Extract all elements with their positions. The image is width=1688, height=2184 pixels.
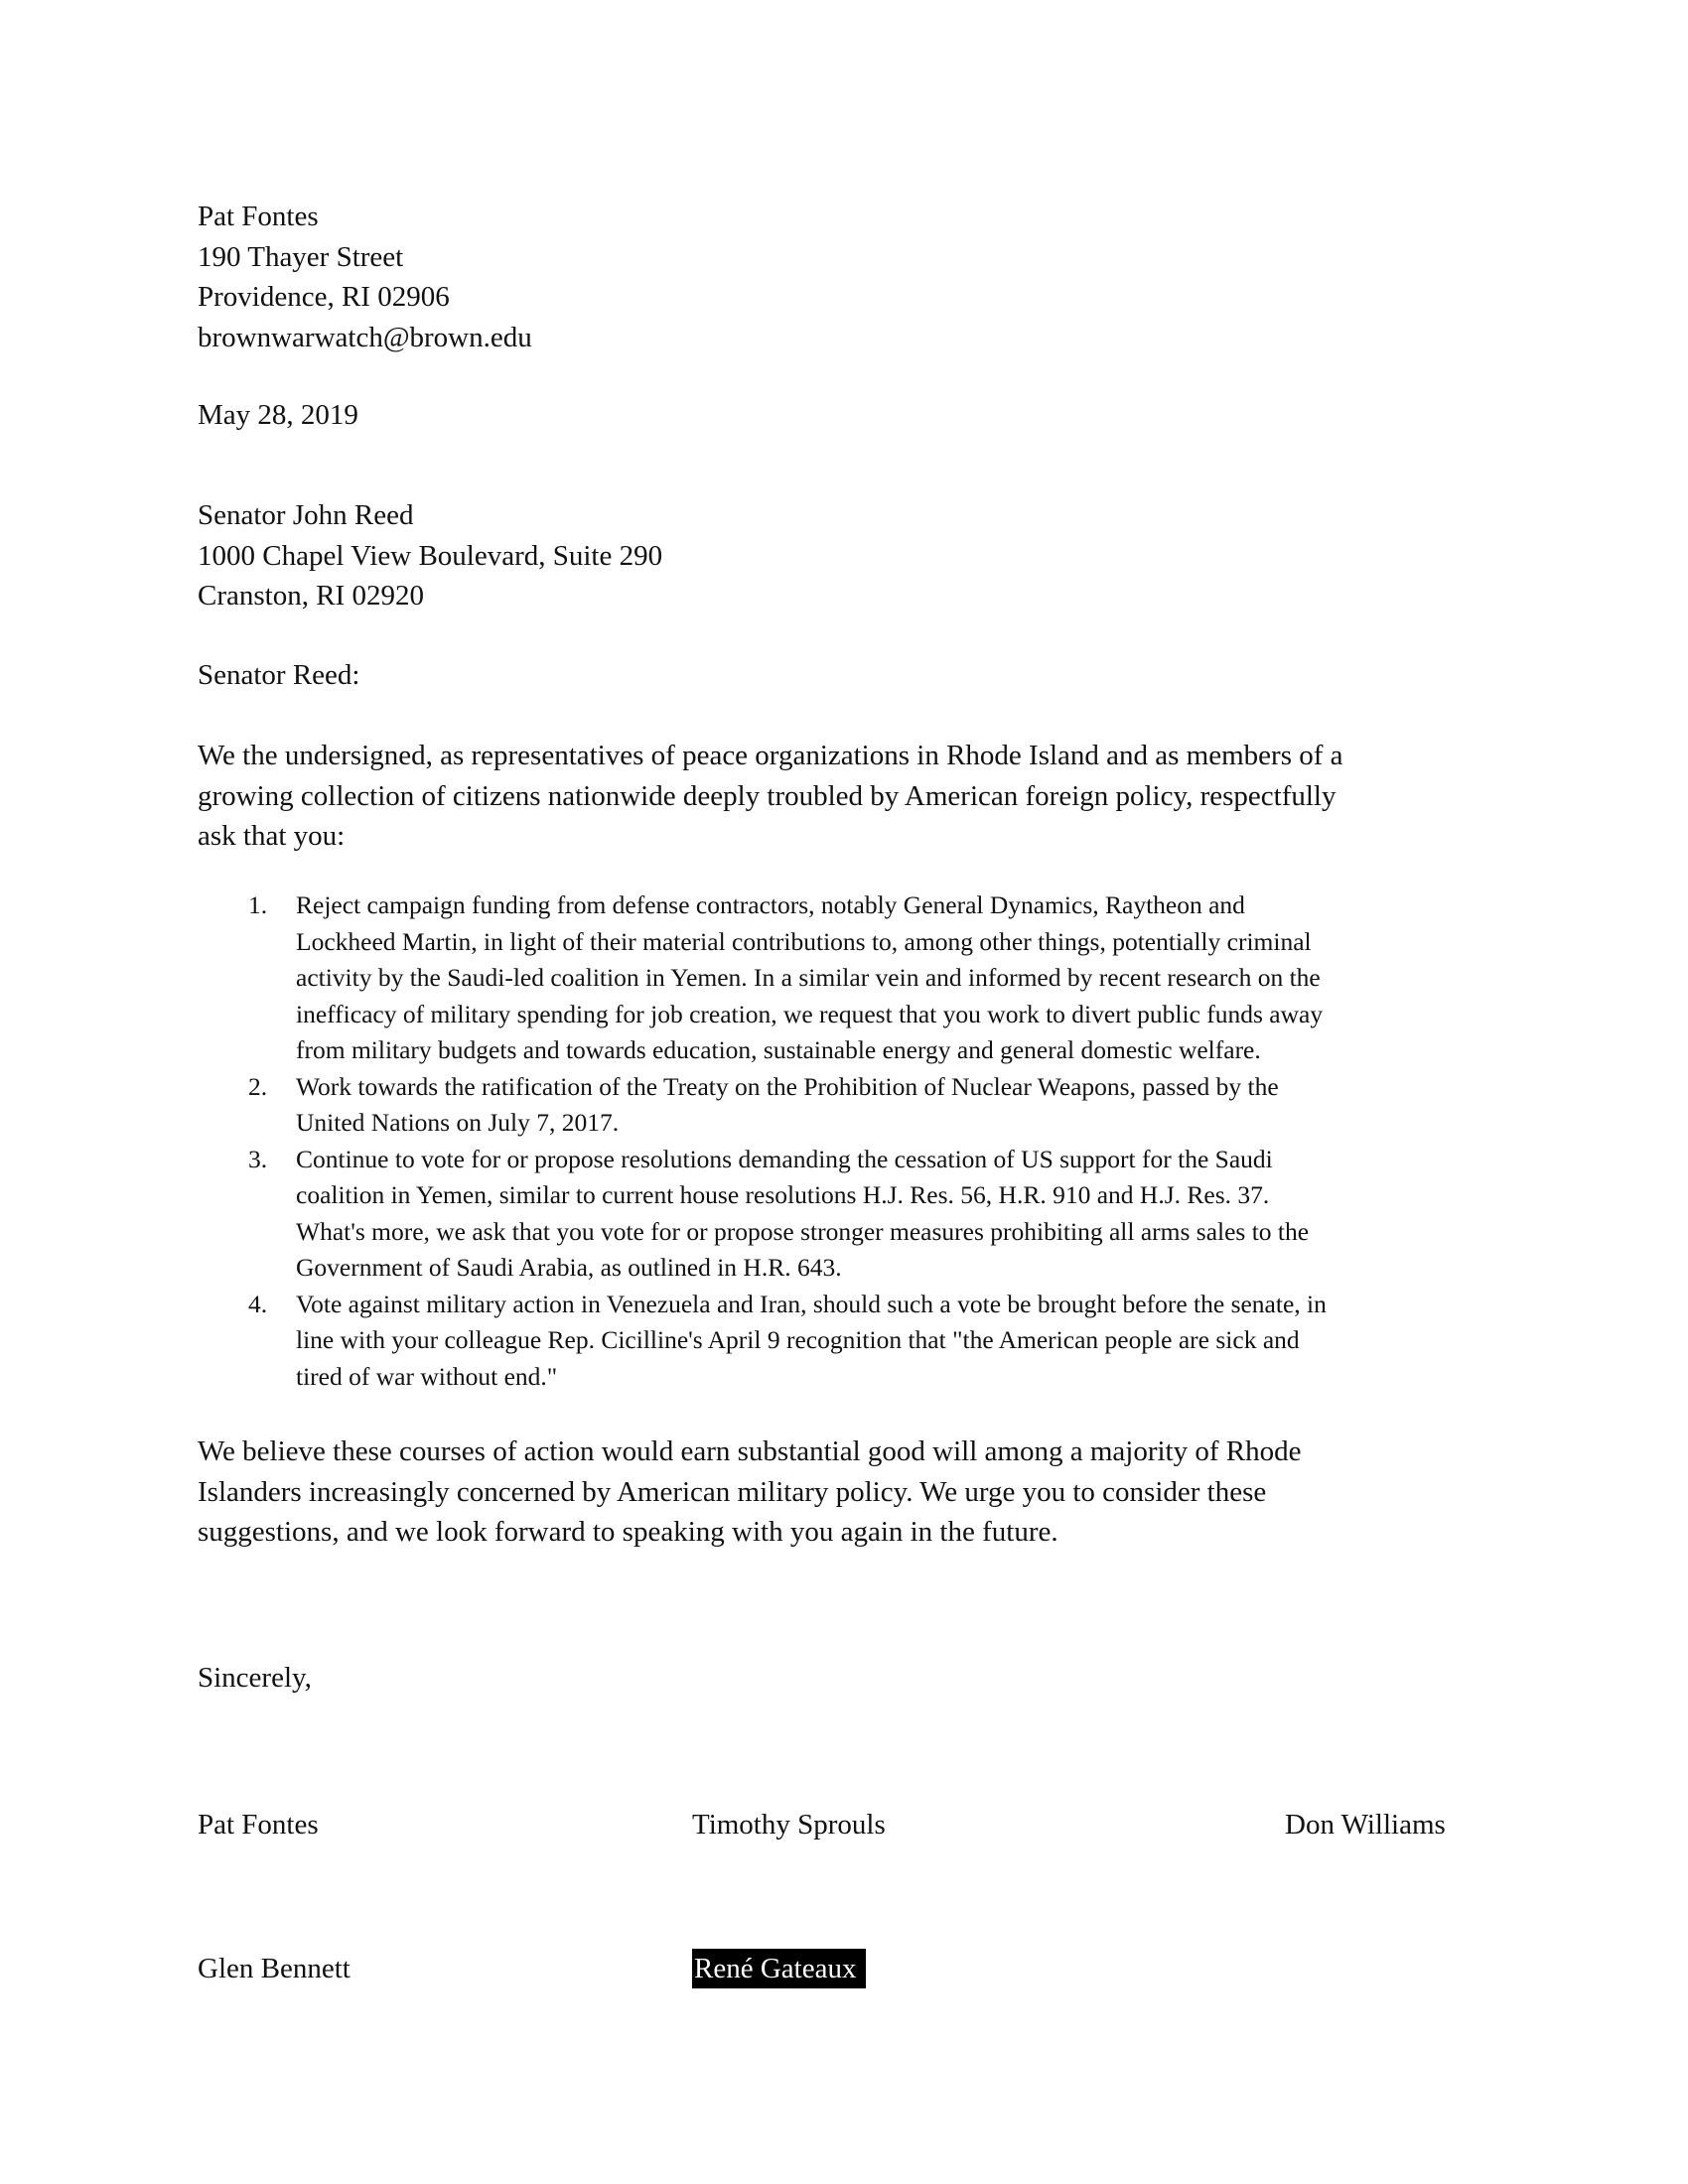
intro-line: We the undersigned, as representatives of peace organizations in Rhode Island and as members of a <box>198 740 1343 771</box>
request-line: Government of Saudi Arabia, as outlined in H.R. 643. <box>296 1253 842 1282</box>
intro-paragraph <box>198 736 1488 857</box>
request-line: Reject campaign funding from defense contractors, notably General Dynamics, Raytheon and <box>296 890 1245 919</box>
sender-email: brownwarwatch@brown.edu <box>198 321 532 353</box>
request-line: Work towards the ratification of the Treaty on the Prohibition of Nuclear Weapons, passed by the <box>296 1071 1279 1101</box>
request-line: coalition in Yemen, similar to current house resolutions H.J. Res. 56, H.R. 910 and H.J. Res. 37. <box>296 1180 1270 1209</box>
recipient-city: Cranston, RI 02920 <box>198 580 424 612</box>
signatory-name: Don Williams <box>1285 1809 1446 1841</box>
salutation-text: Senator Reed: <box>198 659 360 691</box>
requests-list <box>248 887 1489 1395</box>
sender-name: Pat Fontes <box>198 201 319 232</box>
request-line: activity by the Saudi-led coalition in Yemen. In a similar vein and informed by recent research on the <box>296 963 1321 992</box>
request-line: Lockheed Martin, in light of their material contributions to, among other things, potentially criminal <box>296 926 1312 956</box>
request-line: line with your colleague Rep. Cicilline's April 9 recognition that "the American people are sick and <box>296 1325 1300 1354</box>
recipient-street: 1000 Chapel View Boulevard, Suite 290 <box>198 539 663 572</box>
signatory-name: Timothy Sprouls <box>692 1809 886 1841</box>
request-item-1 <box>248 887 1489 1069</box>
letter-date <box>198 395 358 436</box>
closing-paragraph <box>198 1432 1488 1553</box>
request-number: 2. <box>248 1071 268 1101</box>
request-item-3 <box>248 1142 1489 1287</box>
sender-city: Providence, RI 02906 <box>198 281 450 313</box>
recipient-name: Senator John Reed <box>198 499 414 531</box>
request-number: 1. <box>248 890 268 919</box>
intro-line: ask that you: <box>198 820 346 852</box>
request-item-4 <box>248 1287 1489 1396</box>
closing-line: suggestions, and we look forward to speaking with you again in the future. <box>198 1516 1058 1548</box>
request-number: 3. <box>248 1144 268 1173</box>
salutation <box>198 655 359 696</box>
date-text: May 28, 2019 <box>198 399 358 431</box>
request-line: from military budgets and towards education, sustainable energy and general domestic welfare. <box>296 1035 1261 1064</box>
request-item-2 <box>248 1069 1489 1142</box>
sender-street: 190 Thayer Street <box>198 240 404 273</box>
closing-line: We believe these courses of action would earn substantial good will among a majority of Rhode <box>198 1435 1302 1467</box>
request-line: What's more, we ask that you vote for or propose stronger measures prohibiting all arms sales to the <box>296 1216 1310 1246</box>
signatory-name-highlighted[interactable]: René Gateaux <box>692 1949 866 1988</box>
request-line: inefficacy of military spending for job creation, we request that you work to divert public funds away <box>296 999 1324 1028</box>
recipient-address <box>198 495 662 616</box>
closing-line: Islanders increasingly concerned by American military policy. We urge you to consider these <box>198 1475 1267 1508</box>
signoff-text: Sincerely, <box>198 1662 312 1694</box>
intro-line: growing collection of citizens nationwide deeply troubled by American foreign policy, respectfully <box>198 779 1336 812</box>
request-line: United Nations on July 7, 2017. <box>296 1108 620 1137</box>
signatory-name: Pat Fontes <box>198 1809 319 1841</box>
signoff <box>198 1658 312 1699</box>
request-number: 4. <box>248 1289 268 1318</box>
signatory-name: Glen Bennett <box>198 1953 351 1984</box>
request-line: Continue to vote for or propose resolutions demanding the cessation of US support for the Saudi <box>296 1144 1273 1173</box>
request-line: Vote against military action in Venezuela and Iran, should such a vote be brought before the senate, in <box>296 1289 1327 1318</box>
request-line: tired of war without end." <box>296 1361 558 1391</box>
sender-address <box>198 197 532 357</box>
